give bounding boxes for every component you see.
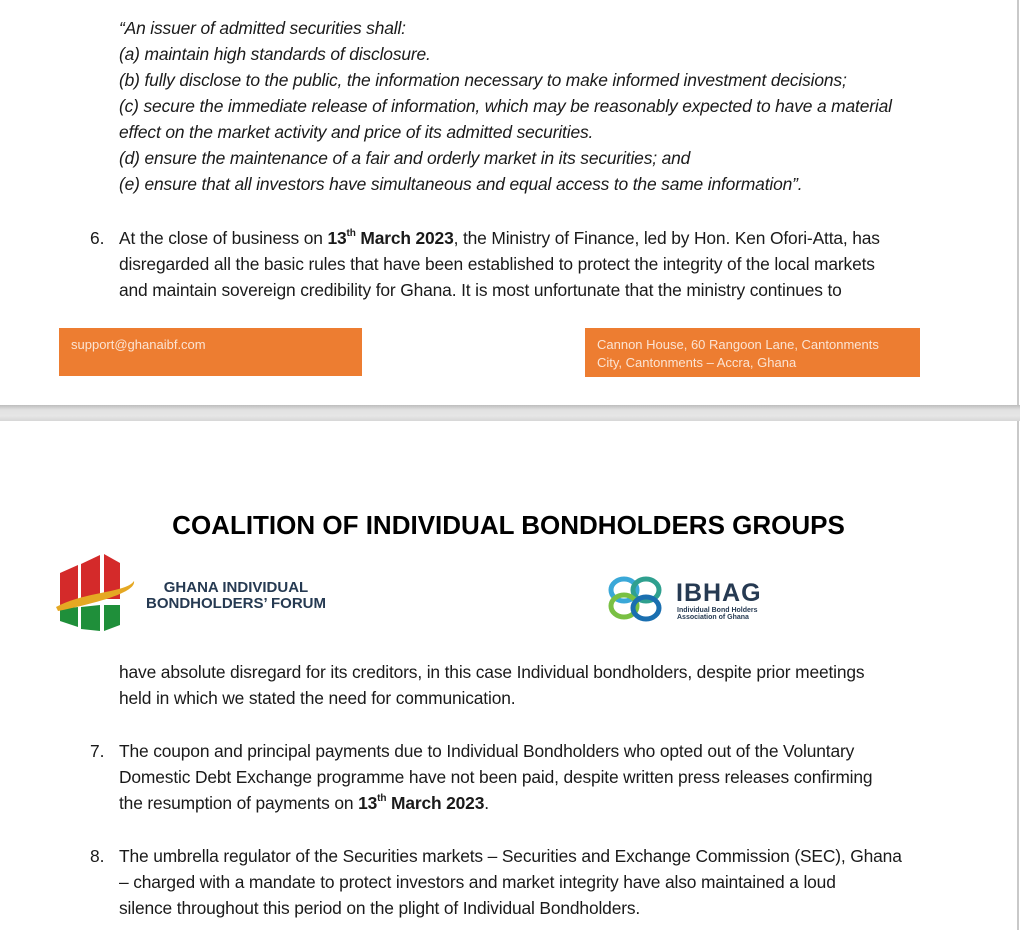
email-link[interactable]: support@ghanaibf.com — [71, 337, 206, 352]
date-suffix: th — [346, 228, 356, 240]
date-day: 13 — [358, 793, 378, 813]
paragraph-line: The coupon and principal payments due to Individual Bondholders who opted out of the Voluntary — [119, 741, 855, 761]
text: , the Ministry of Finance, led by Hon. Ken Ofori-Atta, has — [453, 228, 880, 248]
date-day: 13 — [327, 228, 347, 248]
building-icon — [56, 551, 136, 633]
quote-line: (b) fully disclose to the public, the information necessary to make informed investment decisions; — [119, 70, 847, 90]
footer-email-box — [59, 328, 362, 376]
quote-line: (e) ensure that all investors have simultaneous and equal access to the same information”. — [119, 174, 803, 194]
rings-icon — [608, 574, 670, 624]
paragraph-line: held in which we stated the need for communication. — [119, 688, 516, 708]
quote-line: (a) maintain high standards of disclosure. — [119, 44, 431, 64]
paragraph-line — [119, 792, 489, 814]
date-month-year: March 2023 — [355, 228, 454, 248]
text: At the close of business on — [119, 228, 328, 248]
paragraph-line — [119, 227, 880, 249]
date-suffix: th — [377, 793, 387, 805]
text: . — [484, 793, 489, 813]
ibhag-logo — [608, 574, 808, 626]
paragraph-line: silence throughout this period on the plight of Individual Bondholders. — [119, 898, 641, 918]
list-number: 6. — [90, 228, 105, 248]
gibf-line: GHANA INDIVIDUAL — [163, 579, 309, 596]
quote-line: “An issuer of admitted securities shall: — [119, 18, 406, 38]
list-number: 7. — [90, 741, 105, 761]
document-page-1 — [0, 0, 1019, 405]
ibhag-sub-line: Association of Ghana — [677, 614, 749, 621]
footer-address-box — [585, 328, 920, 377]
page-header-title: COALITION OF INDIVIDUAL BONDHOLDERS GROUPS — [172, 510, 845, 540]
address-line: City, Cantonments – Accra, Ghana — [597, 355, 797, 370]
paragraph-line: and maintain sovereign credibility for Ghana. It is most unfortunate that the ministry continues to — [119, 280, 842, 300]
paragraph-line: The umbrella regulator of the Securities markets – Securities and Exchange Commission (SEC), Ghana — [119, 846, 902, 866]
gibf-logo — [56, 551, 338, 633]
date-month-year: March 2023 — [386, 793, 485, 813]
gibf-logo-text — [134, 580, 338, 612]
quote-line: effect on the market activity and price of its admitted securities. — [119, 122, 594, 142]
text: the resumption of payments on — [119, 793, 359, 813]
page-separator — [0, 405, 1020, 421]
ibhag-subtitle — [677, 607, 758, 621]
list-number: 8. — [90, 846, 105, 866]
paragraph-line: have absolute disregard for its creditors, in this case Individual bondholders, despite prior meetings — [119, 662, 865, 682]
paragraph-line: Domestic Debt Exchange programme have not been paid, despite written press releases confirming — [119, 767, 873, 787]
address-line: Cannon House, 60 Rangoon Lane, Cantonments — [597, 337, 879, 352]
ibhag-sub-line: Individual Bond Holders — [677, 607, 758, 614]
quote-line: (c) secure the immediate release of information, which may be reasonably expected to have a material — [119, 96, 892, 116]
quote-line: (d) ensure the maintenance of a fair and orderly market in its securities; and — [119, 148, 691, 168]
ibhag-name: IBHAG — [676, 579, 762, 607]
paragraph-line: disregarded all the basic rules that have been established to protect the integrity of the local markets — [119, 254, 875, 274]
paragraph-line: – charged with a mandate to protect investors and market integrity have also maintained a loud — [119, 872, 836, 892]
gibf-line: BONDHOLDERS’ FORUM — [146, 595, 326, 612]
